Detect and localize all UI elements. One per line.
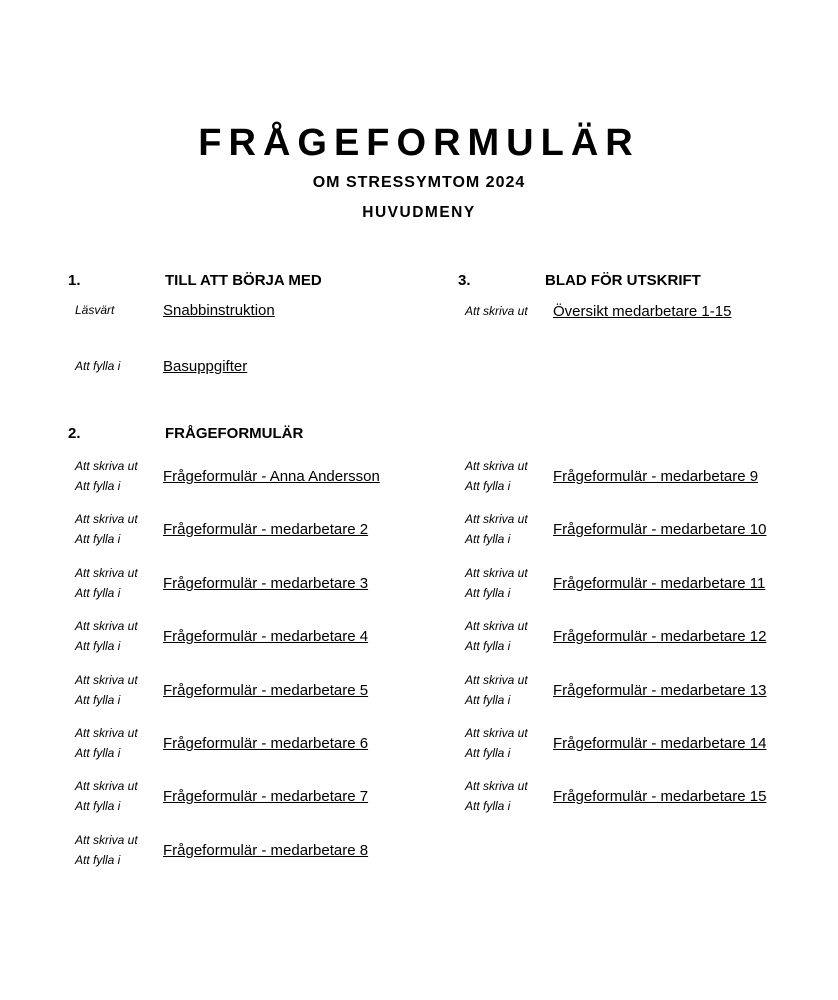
frageformular-medarbetare-5-link[interactable]: Frågeformulär - medarbetare 5 [163, 681, 369, 699]
snabbinstruktion-link[interactable]: Snabbinstruktion [163, 301, 275, 319]
section2-heading: FRÅGEFORMULÄR [165, 425, 304, 442]
print-label: Att skriva ut [465, 512, 528, 526]
list-item [465, 723, 766, 763]
fill-label: Att fylla i [75, 799, 121, 813]
fill-label: Att fylla i [75, 586, 121, 600]
frageformular-medarbetare-2-link[interactable]: Frågeformulär - medarbetare 2 [163, 520, 369, 538]
list-item [75, 563, 368, 603]
print-label: Att skriva ut [465, 566, 528, 580]
main-menu-label: HUVUDMENY [362, 204, 476, 221]
fill-label: Att fylla i [75, 479, 121, 493]
item-label [75, 563, 163, 603]
frageformular-medarbetare-12-link[interactable]: Frågeformulär - medarbetare 12 [553, 627, 767, 645]
fill-label: Att fylla i [75, 532, 121, 546]
frageformular-medarbetare-3-link[interactable]: Frågeformulär - medarbetare 3 [163, 574, 369, 592]
list-item [465, 616, 766, 656]
print-label: Att skriva ut [75, 726, 138, 740]
item-label [75, 616, 163, 656]
item-label: Att fylla i [75, 359, 121, 373]
list-item [75, 299, 275, 321]
list-item [465, 456, 758, 496]
frageformular-medarbetare-8-link[interactable]: Frågeformulär - medarbetare 8 [163, 841, 369, 859]
list-item [75, 616, 368, 656]
fill-label: Att fylla i [465, 479, 511, 493]
item-label [465, 670, 553, 710]
fill-label: Att fylla i [75, 693, 121, 707]
item-label [465, 509, 553, 549]
print-label: Att skriva ut [75, 833, 138, 847]
item-label [75, 670, 163, 710]
print-label: Att skriva ut [465, 459, 528, 473]
frageformular-medarbetare-10-link[interactable]: Frågeformulär - medarbetare 10 [553, 520, 767, 538]
item-label [465, 456, 553, 496]
section1-heading: TILL ATT BÖRJA MED [165, 272, 322, 289]
list-item [465, 563, 765, 603]
item-label [75, 776, 163, 816]
fill-label: Att fylla i [465, 746, 511, 760]
item-label [75, 456, 163, 496]
item-label [465, 723, 553, 763]
frageformular-medarbetare-15-link[interactable]: Frågeformulär - medarbetare 15 [553, 787, 767, 805]
page-title: FRÅGEFORMULÄR [198, 122, 640, 164]
section3-number: 3. [458, 272, 471, 289]
list-item [75, 355, 247, 377]
print-label: Att skriva ut [75, 512, 138, 526]
list-item [75, 723, 368, 763]
fill-label: Att fylla i [465, 586, 511, 600]
frageformular-medarbetare-13-link[interactable]: Frågeformulär - medarbetare 13 [553, 681, 767, 699]
print-label: Att skriva ut [75, 673, 138, 687]
item-label: Läsvärt [75, 303, 115, 317]
section3-heading: BLAD FÖR UTSKRIFT [545, 272, 701, 289]
print-label: Att skriva ut [465, 779, 528, 793]
section2-number: 2. [68, 425, 81, 442]
frageformular-medarbetare-14-link[interactable]: Frågeformulär - medarbetare 14 [553, 734, 767, 752]
print-label: Att skriva ut [75, 566, 138, 580]
list-item [75, 830, 368, 870]
list-item [75, 670, 368, 710]
fill-label: Att fylla i [465, 532, 511, 546]
frageformular-medarbetare-6-link[interactable]: Frågeformulär - medarbetare 6 [163, 734, 369, 752]
frageformular-medarbetare-11-link[interactable]: Frågeformulär - medarbetare 11 [553, 574, 766, 592]
print-label: Att skriva ut [465, 726, 528, 740]
list-item [75, 456, 380, 496]
frageformular-anna-andersson-link[interactable]: Frågeformulär - Anna Andersson [163, 467, 380, 485]
oversikt-medarbetare-link[interactable]: Översikt medarbetare 1-15 [553, 302, 732, 320]
basuppgifter-link[interactable]: Basuppgifter [163, 357, 248, 375]
frageformular-medarbetare-4-link[interactable]: Frågeformulär - medarbetare 4 [163, 627, 369, 645]
fill-label: Att fylla i [75, 853, 121, 867]
print-label: Att skriva ut [75, 619, 138, 633]
frageformular-medarbetare-9-link[interactable]: Frågeformulär - medarbetare 9 [553, 467, 759, 485]
item-label [465, 563, 553, 603]
item-label [75, 830, 163, 870]
fill-label: Att fylla i [75, 746, 121, 760]
print-label: Att skriva ut [465, 619, 528, 633]
item-label [465, 776, 553, 816]
list-item [465, 776, 766, 816]
page-subtitle: OM STRESSYMTOM 2024 [312, 174, 526, 191]
item-label: Att skriva ut [465, 304, 528, 318]
section3-header [458, 272, 701, 289]
print-label: Att skriva ut [75, 779, 138, 793]
section2-header [68, 425, 303, 442]
frageformular-medarbetare-7-link[interactable]: Frågeformulär - medarbetare 7 [163, 787, 369, 805]
list-item [465, 509, 766, 549]
print-label: Att skriva ut [465, 673, 528, 687]
list-item [465, 300, 731, 322]
fill-label: Att fylla i [75, 639, 121, 653]
list-item [75, 776, 368, 816]
section1-header [68, 272, 322, 289]
item-label [75, 723, 163, 763]
item-label [75, 509, 163, 549]
fill-label: Att fylla i [465, 639, 511, 653]
item-label [465, 616, 553, 656]
list-item [75, 509, 368, 549]
fill-label: Att fylla i [465, 693, 511, 707]
section1-number: 1. [68, 272, 81, 289]
fill-label: Att fylla i [465, 799, 511, 813]
print-label: Att skriva ut [75, 459, 138, 473]
list-item [465, 670, 766, 710]
